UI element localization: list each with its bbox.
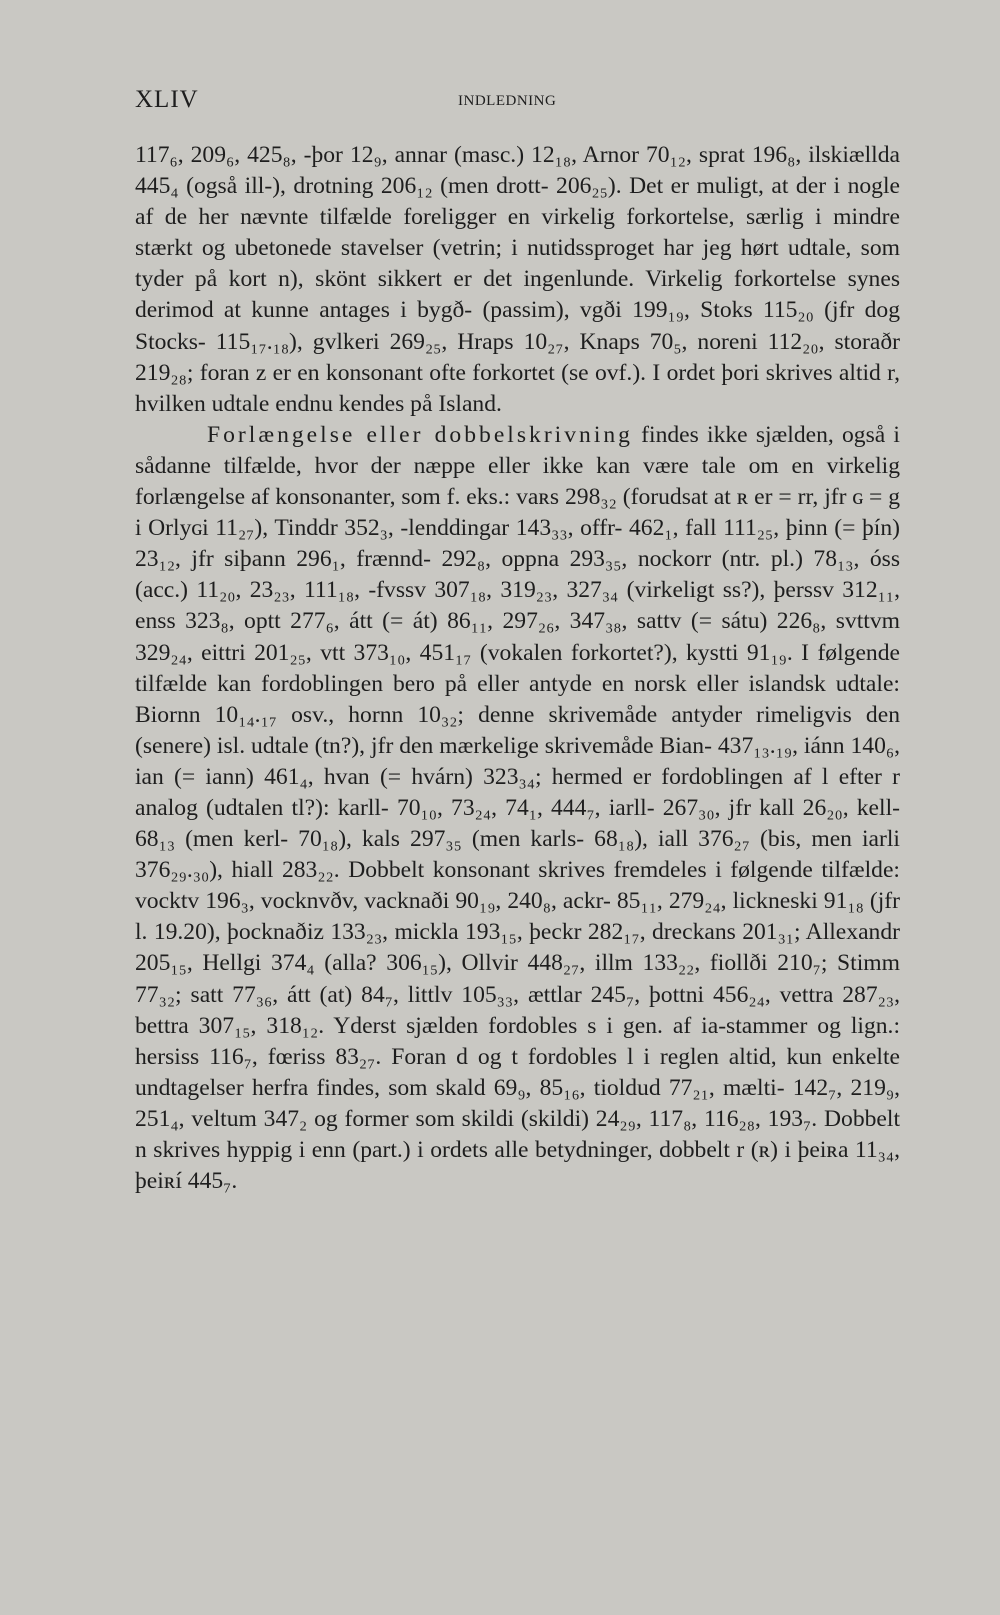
paragraph-2-lead: Forlængelse eller dobbelskrivning <box>207 421 633 448</box>
running-head <box>135 86 900 122</box>
section-title: INDLEDNING <box>458 93 557 109</box>
paragraph-1-text: 117₆, 209₆, 425₈, -þor 12₉, annar (masc.) 12₁₈, Arnor 70₁₂, sprat 196₈, ilskiællda 445₄ (også ill-), drotning 206₁₂ (men drott- 206₂₅). Det er muligt, at der i nogle af de her nævnte tilfælde foreligger en virkelig forkortelse, særlig i mindre stærkt og ubetonede stavelser (vetrin; i nutidssproget har jeg hørt udtale, som tyder på kort n), skönt sikkert er det ingenlunde. Virkelig forkortelse synes derimod at kunne antages i bygð- (passim), vgði 199₁₉, Stoks 115₂₀ (jfr dog Stocks- 115₁₇.₁₈), gvlkeri 269₂₅, Hraps 10₂₇, Knaps 70₅, noreni 112₂₀, storaðr 219₂₈; foran z er en konsonant ofte forkortet (se ovf.). I ordet þori skrives altid r, hvilken udtale endnu kendes på Island. <box>135 142 900 417</box>
body-text <box>135 140 900 1197</box>
paragraph-1 <box>135 140 900 420</box>
page-number: XLIV <box>135 86 199 113</box>
paragraph-2-text: findes ikke sjælden, også i sådanne tilfælde, hvor der næppe eller ikke kan være tale om en virkelig forlængelse af konsonanter, som f. eks.: vaʀs 298₃₂ (forudsat at ʀ er = rr, jfr ɢ = g i Orlyɢi 11₂₇), Tinddr 352₃, -lenddingar 143₃₃, offr- 462₁, fall 111₂₅, þinn (= þín) 23₁₂, jfr siþann 296₁, frænnd- 292₈, oppna 293₃₅, nockorr (ntr. pl.) 78₁₃, óss (acc.) 11₂₀, 23₂₃, 111₁₈, -fvssv 307₁₈, 319₂₃, 327₃₄ (virkeligt ss?), þerssv 312₁₁, enss 323₈, optt 277₆, átt (= át) 86₁₁, 297₂₆, 347₃₈, sattv (= sátu) 226₈, svttvm 329₂₄, eittri 201₂₅, vtt 373₁₀, 451₁₇ (vokalen forkortet?), kystti 91₁₉. I følgende tilfælde kan fordoblingen bero på eller antyde en norsk eller islandsk udtale: Biornn 10₁₄.₁₇ osv., hornn 10₃₂; denne skrivemåde antyder rimeligvis den (senere) isl. udtale (tn?), jfr den mærkelige skrivemåde Bian- 437₁₃.₁₉, iánn 140₆, ian (= iann) 461₄, hvan (= hvárn) 323₃₄; hermed er fordoblingen af l efter r analog (udtalen tl?): karll- 70₁₀, 73₂₄, 74₁, 444₇, iarll- 267₃₀, jfr kall 26₂₀, kell- 68₁₃ (men kerl- 70₁₈), kals 297₃₅ (men karls- 68₁₈), iall 376₂₇ (bis, men iarli 376₂₉.₃₀), hiall 283₂₂. Dobbelt konsonant skrives fremdeles i følgende tilfælde: vocktv 196₃, vocknvðv, vacknaði 90₁₉, 240₈, ackr- 85₁₁, 279₂₄, lickneski 91₁₈ (jfr l. 19.20), þocknaðiz 133₂₃, mickla 193₁₅, þeckr 282₁₇, dreckans 201₃₁; Allexandr 205₁₅, Hellgi 374₄ (alla? 306₁₅), Ollvir 448₂₇, illm 133₂₂, fiollði 210₇; Stimm 77₃₂; satt 77₃₆, átt (at) 84₇, littlv 105₃₃, ættlar 245₇, þottni 456₂₄, vettra 287₂₃, bettra 307₁₅, 318₁₂. Yderst sjælden fordobles s i gen. af ia-stammer og lign.: hersiss 116₇, fœriss 83₂₇. Foran d og t fordobles l i reglen altid, kun enkelte undtagelser herfra findes, som skald 69₉, 85₁₆, tioldud 77₂₁, mælti- 142₇, 219₉, 251₄, veltum 347₂ og former som skildi (skildi) 24₂₉, 117₈, 116₂₈, 193₇. Dobbelt n skrives hyppig i enn (part.) i ordets alle betydninger, dobbelt r (ʀ) i þeiʀa 11₃₄, þeiʀí 445₇. <box>135 421 900 1195</box>
paragraph-2 <box>135 420 900 1197</box>
